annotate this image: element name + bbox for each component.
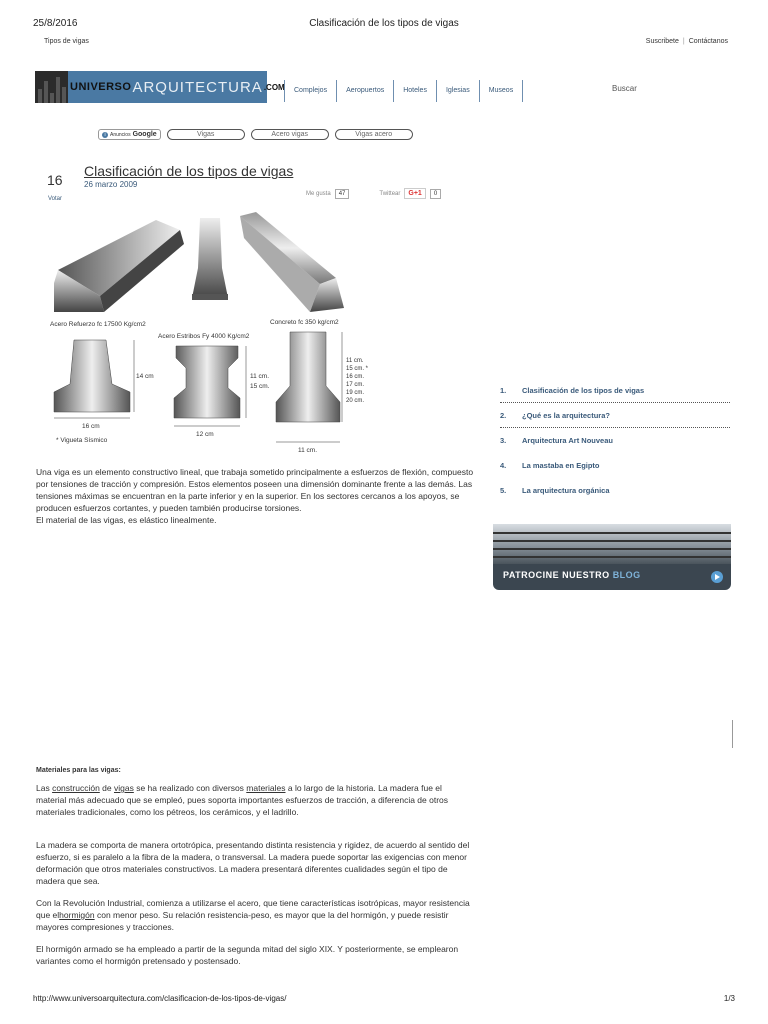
intro-paragraph	[36, 466, 474, 526]
intro-text: Una viga es un elemento constructivo lineal, que trabaja sometido principalmente a esfuerzos de flexión, compuesto por tensiones de tracción y compresión. Estos elementos poseen una dimensión dominante frente a las demás. Las tensiones máximas se encuentran en la parte inferior y en la superior. En los sectores cercanos a los apoyos, se producen esfuerzos cortantes, y pueden también producirse torsiones.	[36, 467, 474, 513]
top-links: Suscribete | Contáctanos	[645, 38, 728, 45]
footer-url: http://www.universoarquitectura.com/clasificacion-de-los-tipos-de-vigas/	[33, 994, 287, 1003]
sidebar-item-3[interactable]: 3. Arquitectura Art Nouveau	[500, 436, 613, 445]
link-vigas[interactable]: vigas	[113, 783, 134, 793]
dim-12cm: 12 cm	[196, 431, 214, 438]
breadcrumb[interactable]: Tipos de vigas	[44, 38, 89, 45]
label-concrete: Concreto fc 350 kg/cm2	[270, 319, 339, 326]
materials-paragraph-1: Las construcción de vigas se ha realizado con diversos materiales a lo largo de la historia. La madera fue el material más adecuado que se empleó, pues soporta importantes esfuerzos de tracción, a diferencia de otros materiales tradicionales, como los pétreos, los cerámicos, y el ladrillo.	[36, 783, 449, 817]
link-hormigon[interactable]: hormigón	[59, 910, 95, 920]
dim-list-1: 15 cm. *	[346, 366, 369, 372]
like-count: 47	[335, 189, 350, 199]
dim-list-4: 19 cm.	[346, 390, 365, 396]
play-icon[interactable]	[711, 571, 723, 583]
sidebar-item-label: La mastaba en Egipto	[522, 461, 600, 470]
sidebar-item-1[interactable]: 1. Clasificación de los tipos de vigas	[500, 378, 730, 403]
post-day: 16	[47, 172, 63, 188]
intro-text-2: El material de las vigas, es elástico linealmente.	[36, 515, 217, 525]
dim-list-5: 20 cm.	[346, 398, 365, 404]
dim-15cm-b: 15 cm.	[250, 383, 270, 390]
label-steel: Acero Refuerzo fc 17500 Kg/cm2	[50, 321, 146, 328]
sponsor-banner[interactable]	[493, 524, 731, 590]
dim-list-3: 17 cm.	[346, 382, 365, 388]
skyline-icon	[35, 71, 68, 103]
sponsor-highlight: BLOG	[612, 570, 641, 580]
note-sismico: * Vigueta Sísmico	[56, 437, 108, 444]
label-stirrups: Acero Estribos Fy 4000 Kg/cm2	[158, 333, 250, 340]
sidebar-item-5[interactable]: 5. La arquitectura orgánica	[500, 486, 610, 495]
search-label[interactable]: Buscar	[612, 84, 637, 93]
ad-pill-vigas[interactable]: Vigas	[167, 129, 245, 140]
gplus-count: 0	[430, 189, 441, 199]
sidebar-item-4[interactable]: 4. La mastaba en Egipto	[500, 461, 600, 470]
ad-pill-acero-vigas[interactable]: Acero vigas	[251, 129, 329, 140]
logo-word-com: .COM	[263, 82, 285, 92]
sidebar-item-label: Clasificación de los tipos de vigas	[522, 385, 645, 395]
print-date: 25/8/2016	[33, 18, 78, 29]
sidebar-item-label: La arquitectura orgánica	[522, 486, 610, 495]
materials-paragraph-4: El hormigón armado se ha empleado a partir de la segunda mitad del siglo XIX. Y posteriormente, se emplearon variantes como el hormigón pretensado y postensado.	[36, 944, 459, 966]
dim-11cm-b: 11 cm.	[250, 373, 270, 380]
social-buttons	[306, 188, 441, 199]
nav-item-complejos[interactable]: Complejos	[284, 80, 336, 102]
nav-item-hoteles[interactable]: Hoteles	[393, 80, 436, 102]
dim-11cm-c: 11 cm.	[298, 447, 318, 454]
beam-diagram	[44, 208, 380, 458]
scroll-edge-mark	[731, 720, 733, 748]
dim-16cm: 16 cm	[82, 423, 100, 430]
ads-badge-label: Anuncios	[110, 131, 131, 138]
print-title: Clasificación de los tipos de vigas	[309, 18, 459, 29]
section-a	[54, 340, 154, 444]
nav-item-iglesias[interactable]: Iglesias	[436, 80, 479, 102]
vote-link[interactable]: Votar	[48, 196, 63, 202]
section-c	[276, 332, 369, 454]
materials-paragraph-2: La madera se comporta de manera ortotrópica, presentando distinta resistencia y rigidez, de acuerdo al sentido del esfuerzo, si es paralelo a la fibra de la madera, o transversal. La madera puede soportar las exigencias con menor deformación que otros materiales constructivos. La madera presentará diferentes cualidades según el tipo de madera que sea.	[36, 840, 470, 886]
like-label[interactable]: Me gusta	[306, 190, 331, 197]
main-nav	[284, 80, 523, 102]
article-title[interactable]: Clasificación de los tipos de vigas	[84, 163, 294, 179]
gplus-button[interactable]: G+1	[404, 188, 425, 199]
materials-paragraph-3: Con la Revolución Industrial, comienza a utilizarse el acero, que tiene características isotrópicas, mayor resistencia que elhormigón con menor peso. Su relación resistencia-peso, es mayor que la del hormigón, y puede resistir mayores compresiones y tracciones.	[36, 898, 470, 932]
concrete-beam-3d	[240, 212, 344, 312]
ad-pill-vigas-acero[interactable]: Vigas acero	[335, 129, 413, 140]
link-materiales[interactable]: materiales	[246, 783, 286, 793]
site-logo[interactable]	[35, 71, 285, 103]
nav-item-aeropuertos[interactable]: Aeropuertos	[336, 80, 393, 102]
sponsor-photo	[493, 524, 731, 564]
link-construccion[interactable]: construcción	[52, 783, 100, 793]
sidebar-popular-list	[500, 378, 730, 503]
section-b	[174, 346, 270, 438]
ads-badge[interactable]	[98, 129, 161, 140]
nav-item-museos[interactable]: Museos	[479, 80, 524, 102]
dim-14cm: 14 cm	[136, 373, 154, 380]
tweet-button[interactable]: Twittear	[379, 190, 401, 197]
steel-beam-3d	[54, 220, 184, 312]
materials-heading: Materiales para las vigas:	[36, 767, 121, 774]
beam-types-figure	[44, 208, 380, 458]
logo-word-universo: UNIVERSO	[70, 81, 132, 93]
sidebar-item-label: Arquitectura Art Nouveau	[522, 436, 613, 445]
sidebar-item-2[interactable]: 2. ¿Qué es la arquitectura?	[500, 403, 730, 428]
logo-word-arquitectura: ARQUITECTURA	[132, 78, 263, 96]
sidebar-item-label: ¿Qué es la arquitectura?	[522, 410, 610, 420]
subscribe-link[interactable]: Suscribete	[645, 38, 679, 45]
info-icon: i	[102, 132, 108, 138]
footer-page-number: 1/3	[723, 994, 735, 1003]
contact-link[interactable]: Contáctanos	[688, 38, 728, 45]
ads-bar	[98, 129, 413, 140]
dim-list-2: 16 cm.	[346, 374, 365, 380]
google-brand: Google	[132, 131, 157, 138]
article-date: 26 marzo 2009	[84, 180, 138, 189]
dim-list-0: 11 cm.	[346, 358, 364, 364]
stirrup-beam-3d	[192, 218, 228, 300]
sponsor-caption: PATROCINE NUESTRO BLOG	[503, 570, 641, 580]
